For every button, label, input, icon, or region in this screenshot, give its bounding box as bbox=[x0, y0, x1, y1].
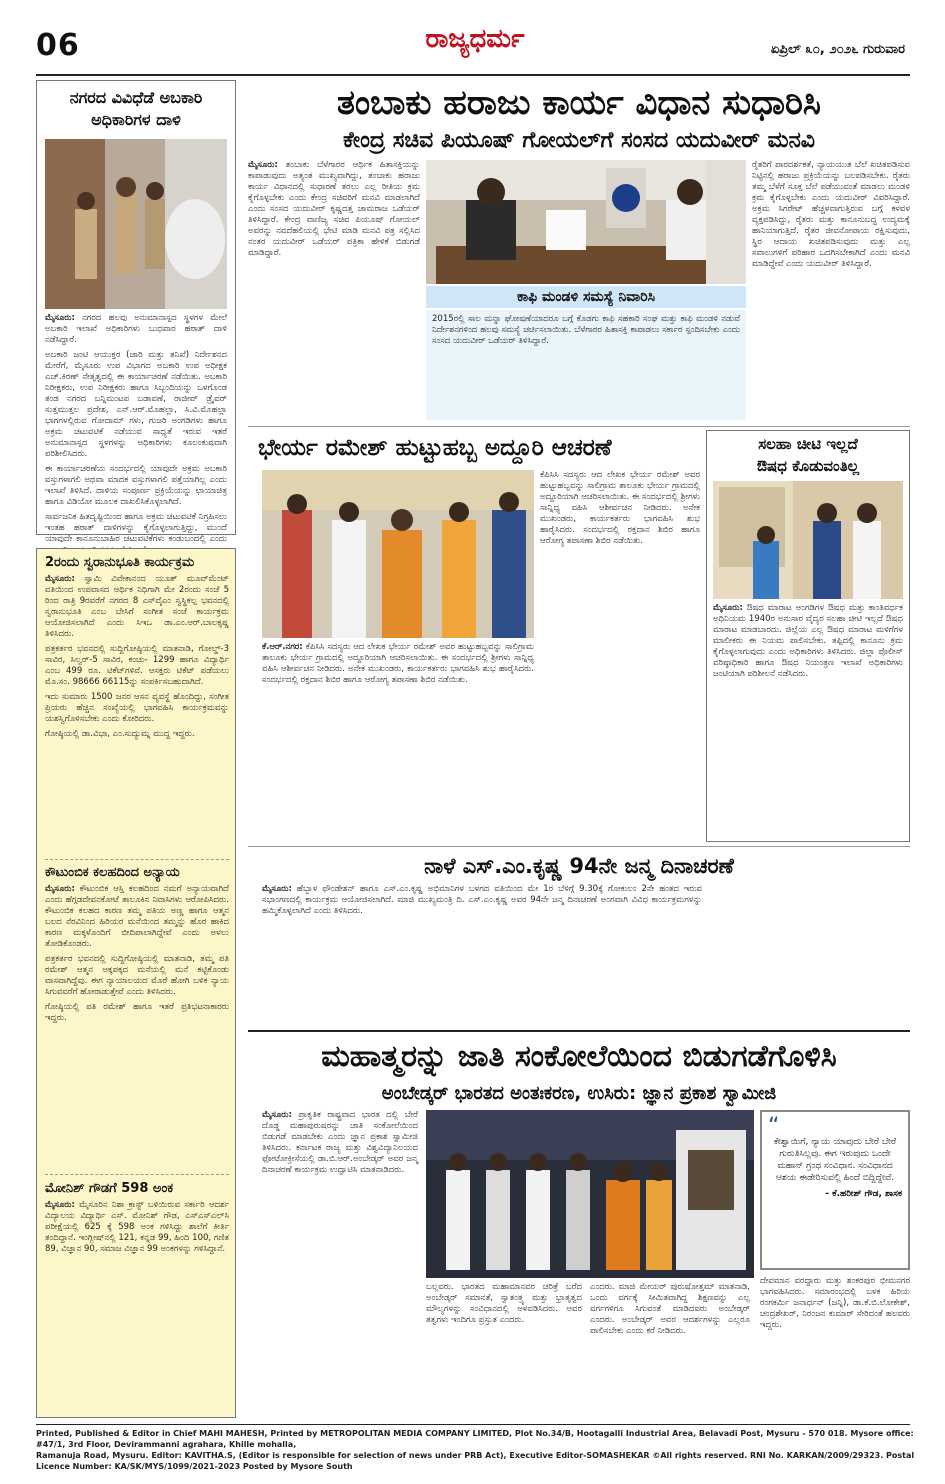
bottom-body-mid: ಬಲ್ಲವರು. ಭಾರತದ ಮಹಾಮಾನವರ ಚರಿತ್ರೆ ಬರೆದ ಅಂಬೇಡ್ಕರ್ ಸಮಾನತೆ, ಸ್ವಾತಂತ್ರ್ಯ ಮತ್ತು ಭ್ರಾತೃತ್ವದ ಮೌಲ್ಯಗಳನ್ನು ಸಂವಿಧಾನದಲ್ಲಿ ಅಳವಡಿಸಿದರು. ಅವರ ತತ್ವಗಳು ಇಂದಿಗೂ ಪ್ರಸ್ತುತ ಎಂದರು. bbox=[426, 1282, 582, 1325]
bottom-body-far-right: ದೇವಮಾನ ವರದ್ದಾರು ಮತ್ತು ಶಂಕರಪುರ ಭೀಮನಗರ ಭಾಗವಹಿಸಿದರು. ಸಮಾರಂಭದಲ್ಲಿ ಬಳಕ ಹಿರಿಯ ರಂಗಕರ್ಮಿ ಜನಾರ್ಧನ್ (ಜನ್ನಿ), ಡಾ.ಕೆ.ಬಿ.ಲೋಕೇಶ್, ಚಂದ್ರಶೇಖರ್, ನಿರಂಜನ ಕುಮಾರ್ ಸೇರಿದಂತೆ ಹಲವರು ಇದ್ದರು. bbox=[760, 1276, 910, 1330]
kautumbika-headline: ಕೌಟುಂಬಿಕ ಕಲಹದಿಂದ ಅನ್ಯಾಯ bbox=[45, 865, 180, 880]
masthead-title: ರಾಜ್ಯಧರ್ಮ bbox=[425, 24, 525, 54]
salaha-headline-1: ಸಲಹಾ ಚೀಟಿ ಇಲ್ಲದೆ bbox=[758, 435, 858, 453]
footer-imprint bbox=[36, 1428, 916, 1472]
bottom-photo bbox=[426, 1110, 754, 1278]
bhairya-body-right: ಕೆಪಿಸಿಸಿ ಸದಸ್ಯರು ಆದ ಲೇಖಕ ಭೇರ್ಯ ರಮೇಶ್ ಅವರ ಹುಟ್ಟುಹಬ್ಬವನ್ನು ಸಾಲಿಗ್ರಾಮ ತಾಲೂಕು ಭೇರ್ಯ ಗ್ರಾಮದಲ್ಲಿ ಅದ್ದೂರಿಯಾಗಿ ಆಚರಿಸಲಾಯಿತು. ಈ ಸಂದರ್ಭದಲ್ಲಿ ಶ್ರೀಗಳು ಸಾನ್ನಿಧ್ಯ ವಹಿಸಿ ಆಶೀರ್ವಚನ ನೀಡಿದರು. ಅನೇಕ ಮುಖಂಡರು, ಕಾರ್ಯಕರ್ತರು ಭಾಗವಹಿಸಿ ಶುಭ ಹಾರೈಸಿದರು. ಸಂದರ್ಭದಲ್ಲಿ ರಕ್ತದಾನ ಶಿಬಿರ ಹಾಗೂ ಆರೋಗ್ಯ ತಪಾಸಣಾ ಶಿಬಿರ ನಡೆಯಿತು. bbox=[540, 470, 700, 546]
header-rule bbox=[36, 74, 910, 76]
coffee-caption: ಕಾಫಿ ಮಂಡಳಿ ಸಮಸ್ಯೆ ನಿವಾರಿಸಿ bbox=[426, 286, 746, 308]
main-headline: ತಂಬಾಕು ಹರಾಜು ಕಾರ್ಯ ವಿಧಾನ ಸುಧಾರಿಸಿ bbox=[337, 83, 821, 123]
kautumbika-story: ಕೌಟುಂಬಿಕ ಕಲಹದಿಂದ ಅನ್ಯಾಯ ಮೈಸೂರು: ಕೌಟುಂಬಿಕ ಆಸ್ತಿ ಕಲಹದಿಂದ ನಮಗೆ ಅನ್ಯಾಯವಾಗಿದೆ ಎಂದು ಹೆಗ್ಗಡದೇವನಕೋಟೆ ತಾಲೂಕಿನ ನಿವಾಸಿಗಳು ಆರೋಪಿಸಿದರು. ಕೌಟುಂಬಿಕ ಕಲಹದ ಕಾರಣ ತಮ್ಮ ಪತಿಯ ಅಣ್ಣ ಹಾಗೂ ಆತ್ಮನ ಬಲದ ನೆರವಿನಿಂದ ಹಿರಿಯರ ಮನೆಯಿಂದ ತಮ್ಮನ್ನು ಹೊರ ಹಾಕಿದ ಕಾರಣ ಮಕ್ಕಳೊಂದಿಗೆ ಬೀದಿಪಾಲಾಗಿದ್ದೇವೆ ಎಂದು ಅಳಲು ತೋಡಿಕೊಂಡರು. ಪತ್ರಕರ್ತರ ಭವನದಲ್ಲಿ ಸುದ್ದಿಗೋಷ್ಠಿಯಲ್ಲಿ ಮಾತನಾಡಿ, ತಮ್ಮ ಪತಿ ರಮೇಶ್ ಆತ್ಮನ ಅಕ್ಕಪಕ್ಕದ ಮನೆಯಲ್ಲಿ ಮನೆ ಕಟ್ಟಿಕೊಂಡು ವಾಸವಾಗಿದ್ದೆವು. ಈಗ ನ್ಯಾಯಾಲಯದ ಮೊರೆ ಹೋಗಿ ಬಳಿಕ ನ್ಯಾಯ ಸಿಗುವವರೆಗೆ ಹೋರಾಡುತ್ತೇವೆ ಎಂದು ತಿಳಿಸಿದರು. ಗೋಷ್ಠಿಯಲ್ಲಿ ಪತಿ ರಮೇಶ್ ಹಾಗೂ ಇತರೆ ಪ್ರತಿಭಟನಾಕಾರರು ಇದ್ದರು. bbox=[45, 865, 229, 1023]
bhairya-photo bbox=[262, 470, 534, 638]
swaranubhuti-headline: 2ರಂದು ಸ್ವರಾನುಭೂತಿ ಕಾರ್ಯಕ್ರಮ bbox=[45, 555, 195, 570]
masthead-logo bbox=[390, 24, 560, 72]
page-number: 06 bbox=[36, 28, 80, 63]
main-photo bbox=[426, 160, 746, 284]
quote-box bbox=[760, 1110, 910, 1270]
left-top-headline-1: ನಗರದ ವಿವಿಧೆಡೆ ಅಬಕಾರಿ bbox=[69, 88, 203, 107]
footer-line-1: Printed, Published & Editor in Chief MAHI MAHESH, Printed by METROPOLITAN MEDIA COMPANY LIMITED, Plot No.34/B, Hootagalli Industrial Area, Belavadi Post, Mysuru - 570 018. Mysore office: #47/1, 3rd Floor, Devirammanni agrahara, Khille mohalla, bbox=[36, 1429, 914, 1449]
main-subheadline: ಕೇಂದ್ರ ಸಚಿವ ಪಿಯೂಷ್ ಗೋಯಲ್‌ಗೆ ಸಂಸದ ಯದುವೀರ್ ಮನವಿ bbox=[343, 128, 815, 153]
salaha-headline-2: ಔಷಧ ಕೊಡುವಂತಿಲ್ಲ bbox=[756, 457, 860, 475]
swaranubhuti-story: 2ರಂದು ಸ್ವರಾನುಭೂತಿ ಕಾರ್ಯಕ್ರಮ ಮೈಸೂರು: ಸ್ವಾಮಿ ವಿವೇಕಾನಂದ ಯೂತ್ ಮೂವ್‌ಮೆಂಟ್ ವತಿಯಿಂದ ಉಪವಾಸದ ಆರ್ಥಿಕ ನಿಧಿಗಾಗಿ ಮೇ 2ರಂದು ಸಂಜೆ 5 ರಿಂದ ರಾತ್ರಿ 9ರವರೆಗೆ ನಗರದ 8 ಎಸ್‌ವೈಎಂ ಸ್ವಸ್ಥಿಕಲ್ಪ ಭವನದಲ್ಲಿ ಸ್ವರಾನುಭೂತಿ ಎಂಬ ಬೇಸಿಗೆ ಸಂಗೀತ ಸಂಜೆ ಕಾರ್ಯಕ್ರಮ ಆಯೋಜಿಸಲಾಗಿದೆ ಎಂದು ಸಿಇಒ ಡಾ.ಎಂ.ಆರ್.ಬಾಲಕೃಷ್ಣ ತಿಳಿಸಿದರು. ಪತ್ರಕರ್ತರ ಭವನದಲ್ಲಿ ಸುದ್ದಿಗೋಷ್ಠಿಯಲ್ಲಿ ಮಾತನಾಡಿ, ಗೋಲ್ಡ್-3 ಸಾವಿರ, ಸಿಲ್ವರ್-5 ಸಾವಿರ, ಕಂಚು- 1299 ಹಾಗೂ ವಿದ್ಯಾರ್ಥಿ ಎಂಬ 499 ರೂ. ಟಿಕೆಟ್‌ಗಳಿವೆ. ಆಸಕ್ತರು ಟಿಕೆಟ್ ಪಡೆಯಲು ಮೊ.ಸಂ. 98666 66115ನ್ನು ಸಂಪರ್ಕಿಸಬಹುದಾಗಿದೆ. ಇದು ಸುಮಾರು 1500 ಜನರ ಆಸನ ವ್ಯವಸ್ಥೆ ಹೊಂದಿದ್ದು, ಸಂಗೀತ ಪ್ರಿಯರು ಹೆಚ್ಚಿನ ಸಂಖ್ಯೆಯಲ್ಲಿ ಭಾಗವಹಿಸಿ ಕಾರ್ಯಕ್ರಮವನ್ನು ಯಶಸ್ವಿಗೊಳಿಸಬೇಕು ಎಂದು ಕೋರಿದರು. ಗೋಷ್ಠಿಯಲ್ಲಿ ಡಾ.ವಿಭಾ, ಎಂ.ಸುದ್ಯುಮ್ನ ಮುದ್ದ ಇದ್ದರು. bbox=[45, 555, 229, 739]
salaha-story bbox=[706, 430, 910, 842]
quote-author: - ಕೆ.ಹರೀಶ್ ಗೌಡ, ಶಾಸಕ bbox=[825, 1189, 902, 1199]
smk-body: ಮೈಸೂರು: ಹೆಬ್ಬಾಳ ಫೌಂಡೇಶನ್ ಹಾಗೂ ಎಸ್.ಎಂ.ಕೃಷ್ಣ ಅಭಿಮಾನಿಗಳ ಬಳಗದ ವತಿಯಿಂದ ಮೇ 1ರ ಬೆಳಿಗ್ಗೆ 9.30ಕ್ಕೆ ಗೋಕುಲಂ 2ನೇ ಹಂತದ ಇರುವ ಸಭಾಂಗಣದಲ್ಲಿ ಕಾರ್ಯಕ್ರಮ ಆಯೋಜಿಸಲಾಗಿದೆ. ಮಾಜಿ ಮುಖ್ಯಮಂತ್ರಿ ದಿ. ಎಸ್.ಎಂ.ಕೃಷ್ಣ ಅವರ 94ನೇ ಜನ್ಮ ದಿನಾಚರಣೆ ಅಂಗವಾಗಿ ವಿವಿಧ ಕಾರ್ಯಕ್ರಮಗಳನ್ನು ಹಮ್ಮಿಕೊಳ್ಳಲಾಗಿದೆ ಎಂದು ತಿಳಿಸಿದರು. bbox=[262, 884, 702, 916]
monish-story: ಮೋನಿಶ್ ಗೌಡಗೆ 598 ಅಂಕ ಮೈಸೂರು: ಮೈಸೂರಿನ ನಿಶಾ ಕ್ರಾಸ್ಟ್‌ ಬಳಿಯಿರುವ ಸರ್ಕಾರಿ ಆದರ್ಶ ವಿದ್ಯಾಲಯ ವಿದ್ಯಾರ್ಥಿ ಎಸ್. ಮೋನಿಶ್ ಗೌಡ, ಎಸ್‌ಎಸ್‌ಎಲ್‌ಸಿ ಪರೀಕ್ಷೆಯಲ್ಲಿ 625 ಕ್ಕೆ 598 ಅಂಕ ಗಳಿಸಿದ್ದು ಶಾಲೆಗೆ ಕೀರ್ತಿ ತಂದಿದ್ದಾನೆ. ಇಂಗ್ಲೀಷ್‌ನಲ್ಲಿ 121, ಕನ್ನಡ 99, ಹಿಂದಿ 100, ಗಣಿತ 89, ವಿಜ್ಞಾನ 90, ಸಮಾಜ ವಿಜ್ಞಾನ 99 ಅಂಕಗಳನ್ನು ಗಳಿಸಿದ್ದಾನೆ. bbox=[45, 1181, 229, 1254]
main-body-left: ಮೈಸೂರು: ತಂಬಾಕು ಬೆಳೆಗಾರರ ಆರ್ಥಿಕ ಹಿತಾಸಕ್ತಿಯನ್ನು ಕಾಪಾಡುವುದು ಅತ್ಯಂತ ಮುಖ್ಯವಾಗಿದ್ದು, ತಂಬಾಕು ಹರಾಜು ಕಾರ್ಯ ವಿಧಾನದಲ್ಲಿ ಸುಧಾರಣೆ ತರಲು ಎಲ್ಲ ರೀತಿಯ ಕ್ರಮ ಕೈಗೊಳ್ಳಬೇಕು ಎಂದು ಕೇಂದ್ರ ಸಚಿವರಿಗೆ ಮನವಿ ಮಾಡಲಾಗಿದೆ ಎಂದು ಸಂಸದ ಯದುವೀರ್ ಕೃಷ್ಣದತ್ತ ಚಾಮರಾಜ ಒಡೆಯರ್ ತಿಳಿಸಿದ್ದಾರೆ. ಕೇಂದ್ರ ವಾಣಿಜ್ಯ ಸಚಿವ ಪಿಯೂಷ್ ಗೋಯಲ್ ಅವರನ್ನು ನವದೆಹಲಿಯಲ್ಲಿ ಭೇಟಿ ಮಾಡಿ ಮನವಿ ಪತ್ರ ಸಲ್ಲಿಸಿದ ನಂತರ ಯದುವೀರ್ ಒಡೆಯರ್ ಪತ್ರಿಕಾ ಹೇಳಿಕೆ ಬಿಡುಗಡೆ ಮಾಡಿದ್ದಾರೆ. bbox=[248, 160, 420, 258]
left-top-photo bbox=[45, 139, 227, 309]
bottom-body-right: ಎಂದರು. ಮಾಜಿ ಮೇಯರ್ ಪುರುಷೋತ್ತಮ್ ಮಾತನಾಡಿ, ಒಂದು ವರ್ಗಕ್ಕೆ ಸೀಮಿತವಾಗಿದ್ದ ಶಿಕ್ಷಣವನ್ನು ಎಲ್ಲ ವರ್ಗಗಳಿಗೂ ಸಿಗುವಂತೆ ಮಾಡಿದವರು ಅಂಬೇಡ್ಕರ್ ಎಂದರು. ಅಂಬೇಡ್ಕರ್ ಅವರ ಆದರ್ಶಗಳನ್ನು ಎಲ್ಲರೂ ಪಾಲಿಸಬೇಕು ಎಂದು ಕರೆ ನೀಡಿದರು. bbox=[590, 1282, 750, 1336]
bottom-subheadline: ಅಂಬೇಡ್ಕರ್ ಭಾರತದ ಅಂತಃಕರಣ, ಉಸಿರು: ಜ್ಞಾನ ಪ್ರಕಾಶ ಸ್ವಾಮೀಜಿ bbox=[381, 1083, 777, 1104]
main-body-right: ರೈತರಿಗೆ ಪಾರದರ್ಶಕತೆ, ನ್ಯಾಯಯುತ ಬೆಲೆ ಖಚಿತಪಡಿಸುವ ನಿಟ್ಟಿನಲ್ಲಿ ಹರಾಜು ಪ್ರಕ್ರಿಯೆಯನ್ನು ಬಲಪಡಿಸಬೇಕು. ರೈತರು ತಮ್ಮ ಬೆಳೆಗೆ ಸೂಕ್ತ ಬೆಲೆ ಪಡೆಯುವಂತೆ ಮಾಡಲು ಮಂಡಳಿ ಕ್ರಮ ಕೈಗೊಳ್ಳಬೇಕು ಎಂದು ಯದುವೀರ್ ವಿವರಿಸಿದ್ದಾರೆ. ಅಕ್ರಮ ಸಿಗರೇಟ್ ಹೆಚ್ಚಳವಾಗುತ್ತಿರುವ ಬಗ್ಗೆ ಕಳವಳ ವ್ಯಕ್ತಪಡಿಸಿದ್ದು, ರೈತರು ಮತ್ತು ಕಾನೂನುಬದ್ಧ ಉದ್ಯಮಕ್ಕೆ ಹಾನಿಯಾಗುತ್ತಿದೆ. ರೈತರ ಜೀವನೋಪಾಯ ರಕ್ಷಿಸುವುದು, ಸ್ಥಿರ ಆದಾಯ ಖಚಿತಪಡಿಸುವುದು ಮತ್ತು ಎಲ್ಲ ಸವಾಲುಗಳಿಗೆ ಪರಿಹಾರ ಒದಗಿಸಬೇಕಾಗಿದೆ ಎಂದು ಮನವಿ ಮಾಡಿದ್ದೇವೆ ಎಂದು ಯದುವೀರ್ ತಿಳಿಸಿದ್ದಾರೆ. bbox=[752, 160, 910, 269]
footer-line-2: Ramanuja Road, Mysuru. Editor: KAVITHA.S, (Editor is responsible for selection of news under PRB Act), Executive Editor-SOMASHEKAR ©All rights reserved. RNI No. KARKAN/2009/29323. Postal Licence Number: KA/SK/MYS/1099/2021-2023 Posted by Mysore South bbox=[36, 1451, 915, 1471]
salaha-photo bbox=[713, 481, 903, 599]
monish-headline: ಮೋನಿಶ್ ಗೌಡಗೆ 598 ಅಂಕ bbox=[45, 1181, 174, 1196]
quote-text: ಕೇಶ್ವಾಯಿಗೆ, ನ್ಯಾಯ ಯಾವುದು ಬೇರೆ ಬೇರೆ ಗುರುತಿಸಿಲ್ಲವು. ಈಗ ಇರುವುದು ಒಂದೇ ಮಹಾನ್ ಗ್ರಂಥ ಸಂವಿಧಾನ. ಸಂವಿಧಾನದ ಆಶಯ ಈಡೇರಿಸುವಲ್ಲಿ ಹಿಂದೆ ಬಿದ್ದಿದ್ದೇವೆ. bbox=[773, 1137, 897, 1183]
left-top-body: ಮೈಸೂರು: ನಗರದ ಹಲವು ಅನುಮಾನಾಸ್ಪದ ಸ್ಥಳಗಳ ಮೇಲೆ ಅಬಕಾರಿ ಇಲಾಖೆ ಅಧಿಕಾರಿಗಳು ಬುಧವಾರ ಹಠಾತ್ ದಾಳಿ ನಡೆಸಿದ್ದಾರೆ. ಅಬಕಾರಿ ಜಂಟಿ ಆಯುಕ್ತರ (ಜಾರಿ ಮತ್ತು ತನಿಖೆ) ನಿರ್ದೇಶನದ ಮೇರೆಗೆ, ಮೈಸೂರು ಉಪ ವಿಭಾಗದ ಅಬಕಾರಿ ಉಪ ಅಧೀಕ್ಷಕ ಎಚ್.ಕಿರಣ್ ನೇತೃತ್ವದಲ್ಲಿ ಈ ಕಾರ್ಯಾಚರಣೆ ನಡೆಯಿತು. ಅಬಕಾರಿ ನಿರೀಕ್ಷಕರು, ಉಪ ನಿರೀಕ್ಷಕರು ಹಾಗೂ ಸಿಬ್ಬಂದಿಯನ್ನು ಒಳಗೊಂಡ ತಂಡ ನಗರದ ಬನ್ನಿಮಂಟಪ ಬಡಾವಣೆ, ರಾಜೀವ್ ಡ್ರೈವರ್ ಸುತ್ತಮುತ್ತಲ ಪ್ರದೇಶ, ಎನ್.ಆರ್.ಮೊಹಲ್ಲಾ, ಸಿ.ವಿ.ಮೊಹಲ್ಲಾ ಭಾಗಗಳಲ್ಲಿರುವ ಗೋದಾಮ್ ಗಳು, ಗುಜರಿ ಅಂಗಡಿಗಳು ಹಾಗೂ ಅಕ್ರಮ ಚಟುವಟಿಕೆ ನಡೆಯುವ ಸಾಧ್ಯತೆ ಇರುವ ಇತರೆ ಅನುಮಾನಾಸ್ಪದ ಸ್ಥಳಗಳನ್ನು ಅಧಿಕಾರಿಗಳು ಕೂಲಂಕುಷವಾಗಿ ಪರಿಶೀಲಿಸಿದರು. ಈ ಕಾರ್ಯಾಚರಣೆಯ ಸಂದರ್ಭದಲ್ಲಿ ಯಾವುದೇ ಅಕ್ರಮ ಅಬಕಾರಿ ವಸ್ತುಗಳಾಗಲಿ ಅಥವಾ ಮಾದಕ ವಸ್ತುಗಳಾಗಲಿ ಪತ್ತೆಯಾಗಿಲ್ಲ ಎಂದು ಇಲಾಖೆ ತಿಳಿಸಿದೆ. ದಾಳಿಯ ಸಂಪೂರ್ಣ ಪ್ರಕ್ರಿಯೆಯನ್ನು ಛಾಯಾಚಿತ್ರ ಹಾಗೂ ವಿಡಿಯೋ ಮೂಲಕ ದಾಖಲಿಸಿಕೊಳ್ಳಲಾಗಿದೆ. ಸಾರ್ವಜನಿಕ ಹಿತದೃಷ್ಟಿಯಿಂದ ಹಾಗೂ ಅಕ್ರಮ ಚಟುವಟಿಕೆ ನಿಗ್ರಹಿಸಲು ಇಂತಹ ಹಠಾತ್ ದಾಳಿಗಳನ್ನು ಕೈಗೊಳ್ಳಲಾಗುತ್ತಿದ್ದು, ಮುಂದೆ ಯಾವುದೇ ಕಾನೂನುಬಾಹಿರ ಚಟುವಟಿಕೆಗಳು ಕಂಡುಬಂದಲ್ಲಿ ಎಂದು bbox=[45, 313, 227, 544]
dateline: ಏಪ್ರಿಲ್ ೩೦, ೨೦೨೬ ಗುರುವಾರ bbox=[770, 42, 905, 57]
left-top-headline-2: ಅಧಿಕಾರಿಗಳ ದಾಳಿ bbox=[91, 110, 181, 129]
quote-mark-icon: “ bbox=[768, 1114, 780, 1139]
coffee-sidebar-body: 2015ರಲ್ಲಿ ಸಾಲ ಮನ್ನಾ ಘೋಷಣೆಯಾದರೂ ಬಗ್ಗೆ ಕೊಡಗು ಕಾಫಿ ಸಹಕಾರಿ ಸಂಘ ಮತ್ತು ಕಾಫಿ ಮಂಡಳಿ ನಡುವೆ ನಿರ್ದೇಶನಗಳಿಂದ ಹಲವು ಸಮಸ್ಯೆ ಚರ್ಚಿಸಲಾಯಿತು. ಬೆಳೆಗಾರರ ಹಿತಾಸಕ್ತಿ ಕಾಪಾಡಲು ಸರ್ಕಾರ ಸ್ಪಂದಿಸಬೇಕು ಎಂದು ಸಂಸದ ಯದುವೀರ್ ಒಡೆಯರ್ ತಿಳಿಸಿದ್ದಾರೆ. bbox=[426, 310, 746, 420]
bottom-headline: ಮಹಾತ್ಮರನ್ನು ಜಾತಿ ಸಂಕೋಲೆಯಿಂದ ಬಿಡುಗಡೆಗೊಳಿಸಿ bbox=[321, 1039, 837, 1074]
salaha-body: ಮೈಸೂರು: ಔಷಧ ಮಾರಾಟ ಅಂಗಡಿಗಳ ಔಷಧ ಮತ್ತು ಕಾಂತಿವರ್ಧಕ ಅಧಿನಿಯಮ 1940ರ ಅನುಸಾರ ವೈದ್ಯರ ಸಲಹಾ ಚೀಟಿ ಇಲ್ಲದೆ ಔಷಧ ಮಾರಾಟ ಮಾಡಬಾರದು. ಜಿಲ್ಲೆಯ ಎಲ್ಲ ಔಷಧ ಮಾರಾಟ ಮಳಿಗೆಗಳ ಮಾಲೀಕರು ಈ ನಿಯಮ ಪಾಲಿಸಬೇಕು. ತಪ್ಪಿದಲ್ಲಿ ಕಾನೂನು ಕ್ರಮ ಕೈಗೊಳ್ಳಲಾಗುವುದು ಎಂದು ಅಧಿಕಾರಿಗಳು ತಿಳಿಸಿದರು. ಜಿಲ್ಲಾ ಪೊಲೀಸ್ ವರಿಷ್ಠಾಧಿಕಾರಿ ಹಾಗೂ ಔಷಧ ನಿಯಂತ್ರಣ ಇಲಾಖೆ ಅಧಿಕಾರಿಗಳು ಜಂಟಿಯಾಗಿ ಪರಿಶೀಲನೆ ನಡೆಸಿದರು. bbox=[713, 603, 903, 679]
bhairya-body: ಕೆ.ಆರ್.ನಗರ: ಕೆಪಿಸಿಸಿ ಸದಸ್ಯರು ಆದ ಲೇಖಕ ಭೇರ್ಯ ರಮೇಶ್ ಅವರ ಹುಟ್ಟುಹಬ್ಬವನ್ನು ಸಾಲಿಗ್ರಾಮ ತಾಲೂಕು ಭೇರ್ಯ ಗ್ರಾಮದಲ್ಲಿ ಅದ್ದೂರಿಯಾಗಿ ಆಚರಿಸಲಾಯಿತು. ಈ ಸಂದರ್ಭದಲ್ಲಿ ಶ್ರೀಗಳು ಸಾನ್ನಿಧ್ಯ ವಹಿಸಿ ಆಶೀರ್ವಚನ ನೀಡಿದರು. ಅನೇಕ ಮುಖಂಡರು, ಕಾರ್ಯಕರ್ತರು ಭಾಗವಹಿಸಿ ಶುಭ ಹಾರೈಸಿದರು. ಸಂದರ್ಭದಲ್ಲಿ ರಕ್ತದಾನ ಶಿಬಿರ ಹಾಗೂ ಆರೋಗ್ಯ ತಪಾಸಣಾ ಶಿಬಿರ ನಡೆಯಿತು. bbox=[262, 642, 534, 685]
smk-headline: ನಾಳೆ ಎಸ್.ಎಂ.ಕೃಷ್ಣ 94ನೇ ಜನ್ಮ ದಿನಾಚರಣೆ bbox=[424, 854, 734, 878]
left-yellow-column bbox=[36, 548, 236, 1418]
bhairya-headline: ಭೇರ್ಯ ರಮೇಶ್ ಹುಟ್ಟುಹಬ್ಬ ಅದ್ದೂರಿ ಆಚರಣೆ bbox=[258, 435, 612, 461]
bottom-body-left: ಮೈಸೂರು: ಪ್ರಾಕೃತಿಕ ರಾಷ್ಟ್ರವಾದ ಭಾರತ ದಲ್ಲಿ ಬೇರೆ ದೊಡ್ಡ ಮಹಾಪುರುಷರನ್ನು ಜಾತಿ ಸಂಕೋಲೆಯಿಂದ ಬಿಡುಗಡೆ ಮಾಡಬೇಕು ಎಂದು ಜ್ಞಾನ ಪ್ರಕಾಶ ಸ್ವಾಮೀಜಿ ತಿಳಿಸಿದರು. ಕರ್ನಾಟಕ ರಾಜ್ಯ ಮತ್ತು ವಿಶ್ವವಿದ್ಯಾನಿಲಯದ ಫೋಟೋಕ್ರೀಸೆಯಲ್ಲಿ ಡಾ.ಬಿ.ಆರ್.ಅಂಬೇಡ್ಕರ್ ಅವರ ಜನ್ಮ ದಿನಾಚರಣೆ ಕಾರ್ಯಕ್ರಮ ಉದ್ಘಾಟಿಸಿ ಮಾತನಾಡಿದರು. bbox=[262, 1110, 419, 1175]
left-top-story bbox=[36, 80, 236, 544]
